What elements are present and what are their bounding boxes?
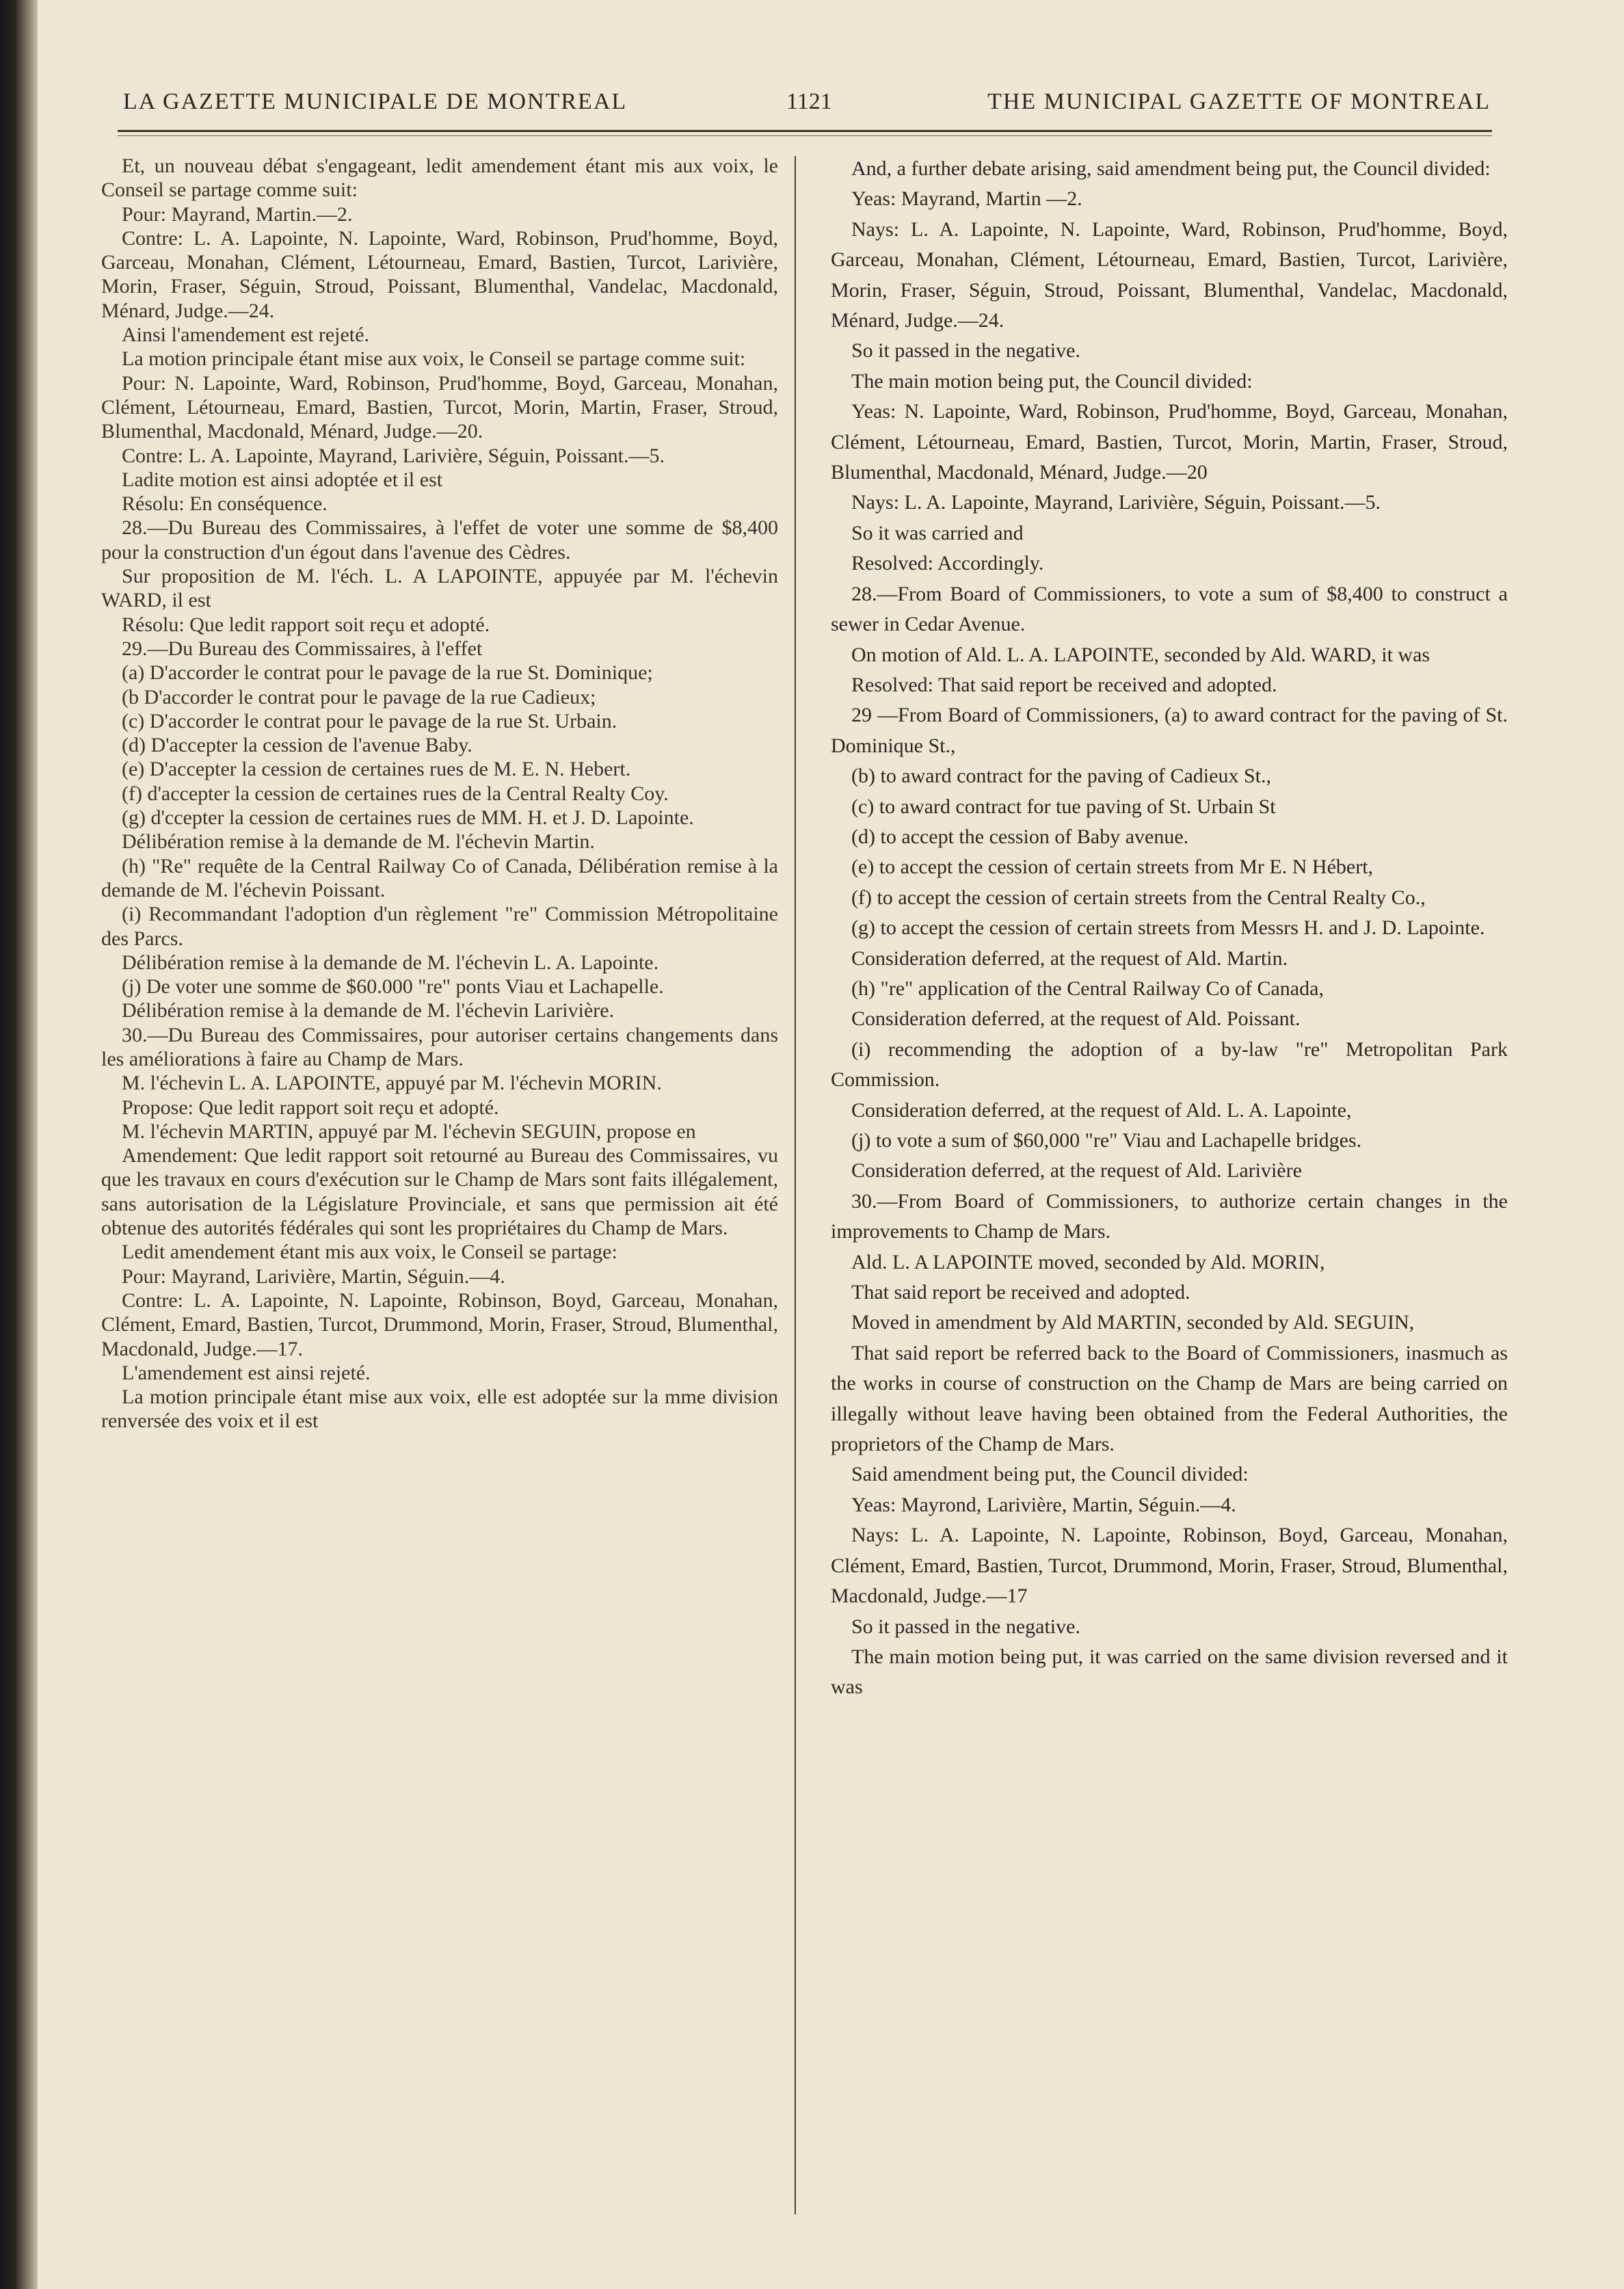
- english-paragraph: Resolved: That said report be received and adopted.: [851, 673, 1277, 696]
- french-paragraph: La motion principale étant mise aux voix, le Conseil se partage comme suit:: [122, 347, 746, 371]
- french-paragraph: Délibération remise à la demande de M. l'échevin Martin.: [122, 830, 595, 854]
- english-paragraph: 28.—From Board of Commissioners, to vote a sum of $8,400 to construct a sewer in Cedar Avenue.: [831, 582, 1508, 636]
- french-paragraph: (f) d'accepter la cession de certaines rues de la Central Realty Coy.: [122, 782, 669, 805]
- french-paragraph: (c) D'accorder le contrat pour le pavage de la rue St. Urbain.: [122, 709, 617, 732]
- french-paragraph: Amendement: Que ledit rapport soit retourné au Bureau des Commissaires, vu que les travaux en cours d'exécution sur le Champ de Mars sont faits illégalement, sans autorisation de la Législature Provinciale, et sans que permission ait été obtenue des autorités fédérales qui sont les propriétaires du Champ de Mars.: [101, 1144, 778, 1240]
- english-paragraph: Yeas: N. Lapointe, Ward, Robinson, Prud'homme, Boyd, Garceau, Monahan, Clément, Létourneau, Emard, Bastien, Turcot, Morin, Martin, Fraser, Stroud, Blumenthal, Macdonald, Ménard, Judge.—20: [831, 400, 1508, 484]
- english-paragraph: The main motion being put, the Council divided:: [851, 369, 1253, 393]
- english-paragraph: Nays: L. A. Lapointe, N. Lapointe, Ward, Robinson, Prud'homme, Boyd, Garceau, Monahan, Clément, Létourneau, Emard, Bastien, Turcot, Larivière, Morin, Fraser, Séguin, Stroud, Poissant, Blumenthal, Vandelac, Macdonald, Ménard, Judge.—24.: [831, 217, 1508, 332]
- french-paragraph: (h) "Re" requête de la Central Railway Co of Canada, Délibération remise à la demande de M. l'échevin Poissant.: [101, 854, 778, 901]
- french-paragraph: 28.—Du Bureau des Commissaires, à l'effet de voter une somme de $8,400 pour la construction d'un égout dans l'avenue des Cèdres.: [101, 516, 778, 564]
- running-header: [123, 81, 1491, 122]
- header-rule-thin: [118, 135, 1492, 136]
- french-paragraph: Délibération remise à la demande de M. l'échevin L. A. Lapointe.: [122, 951, 659, 974]
- english-paragraph: Consideration deferred, at the request of Ald. Martin.: [851, 947, 1288, 970]
- header-rule: [118, 130, 1492, 132]
- english-paragraph: 29 —From Board of Commissioners, (a) to award contract for the paving of St. Dominique St.,: [831, 704, 1508, 757]
- french-paragraph: L'amendement est ainsi rejeté.: [122, 1361, 371, 1384]
- english-paragraph: (f) to accept the cession of certain streets from the Central Realty Co.,: [851, 886, 1426, 909]
- header-english-title: THE MUNICIPAL GAZETTE OF MONTREAL: [987, 89, 1491, 114]
- english-paragraph: Consideration deferred, at the request of Ald. Poissant.: [851, 1007, 1301, 1031]
- french-paragraph: (i) Recommandant l'adoption d'un règlement "re" Commission Métropolitaine des Parcs.: [101, 903, 778, 950]
- french-paragraph: 29.—Du Bureau des Commissaires, à l'effet: [122, 637, 483, 660]
- english-paragraph: So it passed in the negative.: [851, 1615, 1080, 1638]
- french-paragraph: 30.—Du Bureau des Commissaires, pour autoriser certains changements dans les améliorations à faire au Champ de Mars.: [101, 1023, 778, 1070]
- french-paragraph: M. l'échevin L. A. LAPOINTE, appuyé par M. l'échevin MORIN.: [122, 1072, 662, 1095]
- english-paragraph: (g) to accept the cession of certain streets from Messrs H. and J. D. Lapointe.: [851, 916, 1485, 940]
- english-paragraph: (h) "re" application of the Central Railway Co of Canada,: [851, 977, 1324, 1000]
- french-paragraph: Contre: L. A. Lapointe, N. Lapointe, Ward, Robinson, Prud'homme, Boyd, Garceau, Monahan, Clément, Létourneau, Emard, Bastien, Turcot, Larivière, Morin, Fraser, Séguin, Stroud, Poissant, Blumenthal, Vandelac, Macdonald, Ménard, Judge.—24.: [101, 226, 778, 322]
- english-paragraph: (i) recommending the adoption of a by-law "re" Metropolitan Park Commission.: [831, 1037, 1508, 1091]
- page-number: 1121: [786, 89, 832, 114]
- english-paragraph: Nays: L. A. Lapointe, N. Lapointe, Robinson, Boyd, Garceau, Monahan, Clément, Emard, Bastien, Turcot, Drummond, Morin, Fraser, Stroud, Blumenthal, Macdonald, Judge.—17: [831, 1524, 1508, 1608]
- english-paragraph: And, a further debate arising, said amendment being put, the Council divided:: [851, 157, 1491, 180]
- french-paragraph: Pour: Mayrand, Martin.—2.: [122, 202, 353, 226]
- french-paragraph: Propose: Que ledit rapport soit reçu et adopté.: [122, 1096, 499, 1119]
- english-paragraph: Ald. L. A LAPOINTE moved, seconded by Ald. MORIN,: [851, 1250, 1325, 1273]
- french-paragraph: Résolu: Que ledit rapport soit reçu et adopté.: [122, 613, 490, 636]
- english-paragraph: Consideration deferred, at the request of Ald. L. A. Lapointe,: [851, 1098, 1352, 1122]
- french-paragraph: Contre: L. A. Lapointe, Mayrand, Larivière, Séguin, Poissant.—5.: [122, 444, 665, 467]
- french-paragraph: Ainsi l'amendement est rejeté.: [122, 323, 369, 347]
- english-paragraph: That said report be referred back to the Board of Commissioners, inasmuch as the works in course of construction on the Champ de Mars are being carried on illegally without leave having been obtained from the Federal Authorities, the proprietors of the Champ de Mars.: [831, 1341, 1508, 1456]
- english-paragraph: The main motion being put, it was carried on the same division reversed and it was: [831, 1645, 1508, 1699]
- english-paragraph: Yeas: Mayrond, Larivière, Martin, Séguin.—4.: [851, 1493, 1236, 1516]
- french-paragraph: Pour: N. Lapointe, Ward, Robinson, Prud'homme, Boyd, Garceau, Monahan, Clément, Létourneau, Emard, Bastien, Turcot, Morin, Martin, Fraser, Stroud, Blumenthal, Macdonald, Ménard, Judge.—20.: [101, 371, 778, 443]
- english-paragraph: (b) to award contract for the paving of Cadieux St.,: [851, 765, 1271, 788]
- english-paragraph: Yeas: Mayrand, Martin —2.: [851, 187, 1082, 211]
- french-paragraph: Résolu: En conséquence.: [122, 492, 328, 516]
- book-binding-shadow: [0, 0, 38, 2289]
- french-paragraph: (a) D'accorder le contrat pour le pavage de la rue St. Dominique;: [122, 661, 653, 685]
- column-divider: [795, 156, 796, 2214]
- french-paragraph: (b D'accorder le contrat pour le pavage de la rue Cadieux;: [122, 685, 596, 709]
- french-column: [101, 154, 778, 1433]
- header-french-title: LA GAZETTE MUNICIPALE DE MONTREAL: [123, 89, 628, 114]
- english-paragraph: Nays: L. A. Lapointe, Mayrand, Larivière, Séguin, Poissant.—5.: [851, 491, 1381, 514]
- english-column: [831, 154, 1508, 1703]
- french-paragraph: La motion principale étant mise aux voix, elle est adoptée sur la mme division renversée des voix et il est: [101, 1386, 778, 1433]
- french-paragraph: Et, un nouveau débat s'engageant, ledit amendement étant mis aux voix, le Conseil se partage comme suit:: [101, 155, 778, 202]
- french-paragraph: (g) d'ccepter la cession de certaines rues de MM. H. et J. D. Lapointe.: [122, 806, 694, 830]
- french-paragraph: Contre: L. A. Lapointe, N. Lapointe, Robinson, Boyd, Garceau, Monahan, Clément, Emard, Bastien, Turcot, Drummond, Morin, Fraser, Stroud, Blumenthal, Macdonald, Judge.—17.: [101, 1288, 778, 1360]
- english-paragraph: Moved in amendment by Ald MARTIN, seconded by Ald. SEGUIN,: [851, 1311, 1415, 1334]
- english-paragraph: That said report be received and adopted.: [851, 1281, 1190, 1304]
- french-paragraph: Sur proposition de M. l'éch. L. A LAPOINTE, appuyée par M. l'échevin WARD, il est: [101, 565, 778, 612]
- english-paragraph: So it passed in the negative.: [851, 339, 1080, 362]
- french-paragraph: (j) De voter une somme de $60.000 "re" ponts Viau et Lachapelle.: [122, 975, 664, 998]
- english-paragraph: (c) to award contract for tue paving of St. Urbain St: [851, 795, 1276, 818]
- french-paragraph: Ladite motion est ainsi adoptée et il est: [122, 468, 443, 491]
- english-paragraph: (d) to accept the cession of Baby avenue.: [851, 825, 1189, 848]
- french-paragraph: (e) D'accepter la cession de certaines rues de M. E. N. Hebert.: [122, 758, 631, 781]
- english-paragraph: (e) to accept the cession of certain streets from Mr E. N Hébert,: [851, 856, 1374, 879]
- french-paragraph: Ledit amendement étant mis aux voix, le Conseil se partage:: [122, 1241, 617, 1264]
- english-paragraph: Consideration deferred, at the request of Ald. Larivière: [851, 1159, 1302, 1182]
- english-paragraph: Resolved: Accordingly.: [851, 552, 1044, 575]
- french-paragraph: M. l'échevin MARTIN, appuyé par M. l'échevin SEGUIN, propose en: [122, 1120, 696, 1143]
- french-paragraph: (d) D'accepter la cession de l'avenue Baby.: [122, 734, 472, 757]
- french-paragraph: Pour: Mayrand, Larivière, Martin, Séguin.—4.: [122, 1265, 505, 1288]
- english-paragraph: So it was carried and: [851, 521, 1024, 544]
- english-paragraph: 30.—From Board of Commissioners, to authorize certain changes in the improvements to Champ de Mars.: [831, 1189, 1508, 1243]
- french-paragraph: Délibération remise à la demande de M. l'échevin Larivière.: [122, 999, 615, 1022]
- english-paragraph: (j) to vote a sum of $60,000 "re" Viau and Lachapelle bridges.: [851, 1129, 1362, 1152]
- english-paragraph: On motion of Ald. L. A. LAPOINTE, seconded by Ald. WARD, it was: [851, 643, 1430, 666]
- english-paragraph: Said amendment being put, the Council divided:: [851, 1463, 1249, 1486]
